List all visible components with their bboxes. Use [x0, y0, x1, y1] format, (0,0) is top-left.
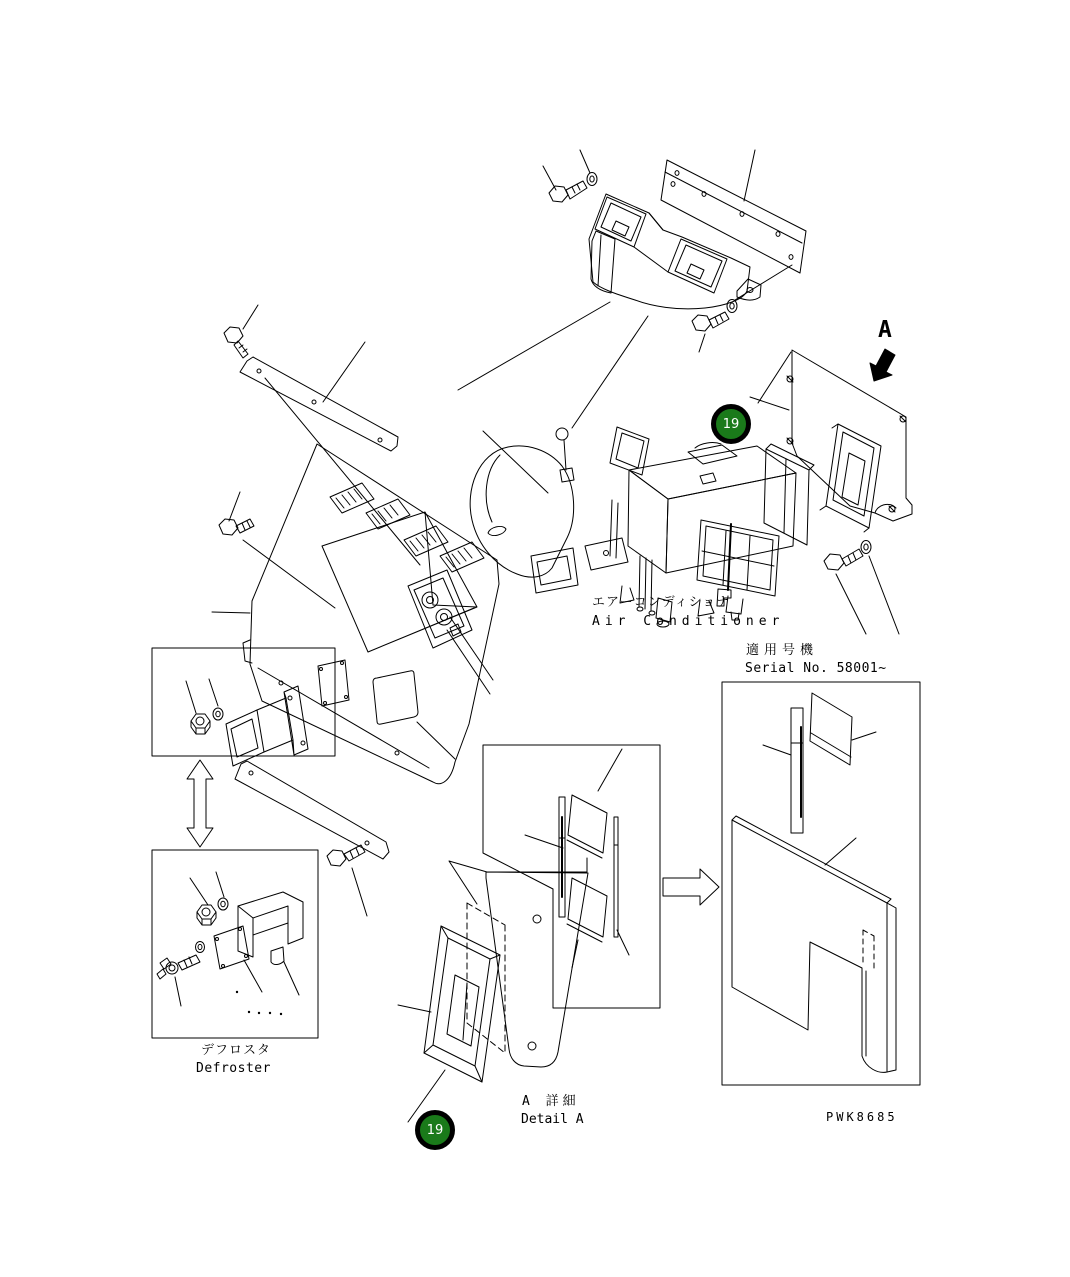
bolt-icon — [224, 327, 248, 358]
bolt-icon — [549, 181, 587, 202]
bolt-icon — [692, 312, 729, 331]
serial-applicability-label-jp: 適用号機 — [746, 643, 819, 658]
view-a-letter: A — [878, 317, 892, 343]
nut-icon — [197, 905, 216, 925]
nozzle-detail-box-drawing — [152, 648, 335, 766]
right-arrow-icon — [663, 869, 719, 905]
leader-line — [352, 868, 367, 916]
trim-strip-lower-drawing — [235, 761, 389, 916]
washer-icon — [218, 898, 228, 910]
bolt-icon — [327, 845, 365, 866]
leader-line — [186, 679, 218, 713]
item-callout-number: 19 — [426, 1122, 444, 1138]
washer-icon — [213, 708, 223, 720]
washer-icon — [861, 541, 871, 554]
defroster-detail-box-drawing — [152, 850, 318, 1038]
view-a-arrow-icon — [870, 349, 895, 381]
detail-a-label-en: Detail A — [521, 1112, 584, 1127]
bolt-icon — [824, 549, 863, 570]
view-a-plate-assembly-drawing — [750, 349, 912, 634]
leader-line — [483, 431, 548, 493]
vent-bezel-drawing — [820, 424, 881, 532]
leader-line — [763, 732, 876, 865]
leader-line — [750, 352, 899, 634]
leader-line — [212, 492, 335, 613]
nut-icon — [191, 714, 210, 734]
defroster-label-jp: デフロスタ — [201, 1043, 272, 1058]
item-callout-number: 19 — [722, 416, 740, 432]
washer-icon — [196, 942, 205, 953]
air-conditioner-label-en: Air Conditioner — [592, 614, 785, 629]
detail-a-label-jp: A 詳細 — [522, 1094, 580, 1109]
leader-line — [572, 749, 629, 968]
upper-duct-assembly-drawing — [458, 150, 806, 428]
item-callout-19-upper[interactable] — [711, 404, 751, 444]
leader-line — [458, 302, 648, 428]
item-callout-19-lower[interactable] — [415, 1110, 455, 1150]
up-down-arrow-icon — [187, 760, 213, 847]
sensor-drawing — [556, 428, 574, 482]
leader-line — [175, 872, 299, 1006]
drawing-number: PWK8685 — [826, 1110, 898, 1124]
wing-bolt-icon — [157, 955, 200, 979]
defroster-label-en: Defroster — [196, 1061, 271, 1076]
serial-applicability-label-en: Serial No. 58001~ — [745, 661, 887, 676]
blower-housing-drawing — [470, 446, 578, 593]
leader-line — [398, 1005, 445, 1122]
vent-grille-drawing — [330, 483, 484, 572]
filter-detail-box-drawing — [449, 745, 660, 1008]
air-conditioner-label-jp: エアーコンディショナ — [592, 595, 731, 610]
leader-line — [699, 265, 792, 352]
leader-line — [449, 835, 587, 904]
serial-box-drawing — [722, 682, 920, 1085]
control-panel-drawing — [408, 570, 472, 648]
bolt-icon — [219, 519, 254, 535]
washer-icon — [587, 173, 597, 186]
